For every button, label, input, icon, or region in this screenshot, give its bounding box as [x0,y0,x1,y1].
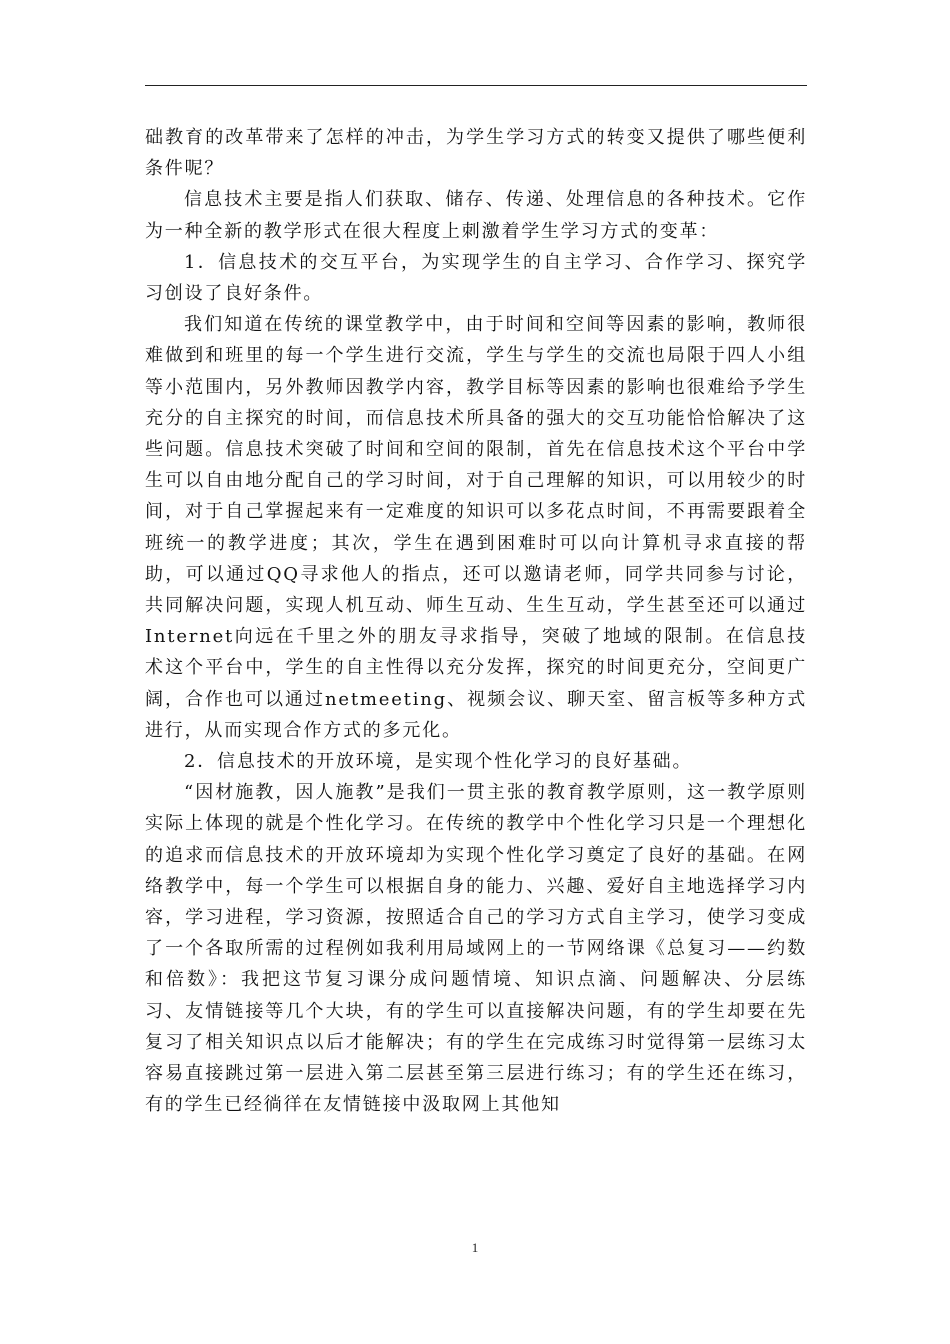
paragraph-continuation: 础教育的改革带来了怎样的冲击，为学生学习方式的转变又提供了哪些便利条件呢？ [145,127,807,180]
paragraph-intro: 信息技术主要是指人们获取、储存、传递、处理信息的各种技术。它作为一种全新的教学形式在很大程度上刺激着学生学习方式的变革： [145,189,807,242]
section-heading-2: 2．信息技术的开放环境，是实现个性化学习的良好基础。 [184,751,693,773]
section-heading-1: 1．信息技术的交互平台，为实现学生的自主学习、合作学习、探究学习创设了良好条件。 [145,251,807,305]
paragraph-personalized: “因材施教，因人施教”是我们一贯主张的教育教学原则，这一教学原则实际上体现的就是个性化学习。在传统的教学中个性化学习只是一个理想化的追求而信息技术的开放环境却为实现个性化学习奠定了良好的基础。在网络教学中，每一个学生可以根据自身的能力、兴趣、爱好自主地选择学习内容，学习进程，学习资源，按照适合自己的学习方式自主学习，使学习变成了一个各取所需的过程例如我利用局域网上的一节网络课《总复习——约数和倍数》：我把这节复习课分成问题情境、知识点滴、问题解决、分层练习、友情链接等几个大块，有的学生可以直接解决问题，有的学生却要在先复习了相关知识点以后才能解决；有的学生在完成练习时觉得第一层练习太容易直接跳过第一层进入第二层甚至第三层进行练习；有的学生还在练习，有的学生已经徜徉在友情链接中汲取网上其他知 [145,782,807,1116]
paragraph-interaction: 我们知道在传统的课堂教学中，由于时间和空间等因素的影响，教师很难做到和班里的每一个学生进行交流，学生与学生的交流也局限于四人小组等小范围内，另外教师因教学内容，教学目标等因素的影响也很难给予学生充分的自主探究的时间，而信息技术所具备的强大的交互功能恰恰解决了这些问题。信息技术突破了时间和空间的限制，首先在信息技术这个平台中学生可以自由地分配自己的学习时间，对于自己理解的知识，可以用较少的时间，对于自己掌握起来有一定难度的知识可以多花点时间，不再需要跟着全班统一的教学进度；其次，学生在遇到困难时可以向计算机寻求直接的帮助，可以通过QQ寻求他人的指点，还可以邀请老师，同学共同参与讨论，共同解决问题，实现人机互动、师生互动、生生互动，学生甚至还可以通过Internet向远在千里之外的朋友寻求指导，突破了地域的限制。在信息技术这个平台中，学生的自主性得以充分发挥，探究的时间更充分，空间更广阔，合作也可以通过netmeeting、视频会议、聊天室、留言板等多种方式进行，从而实现合作方式的多元化。 [145,314,807,741]
page-number: 1 [471,1240,479,1255]
document-body [145,122,807,1121]
header-rule [145,85,807,86]
